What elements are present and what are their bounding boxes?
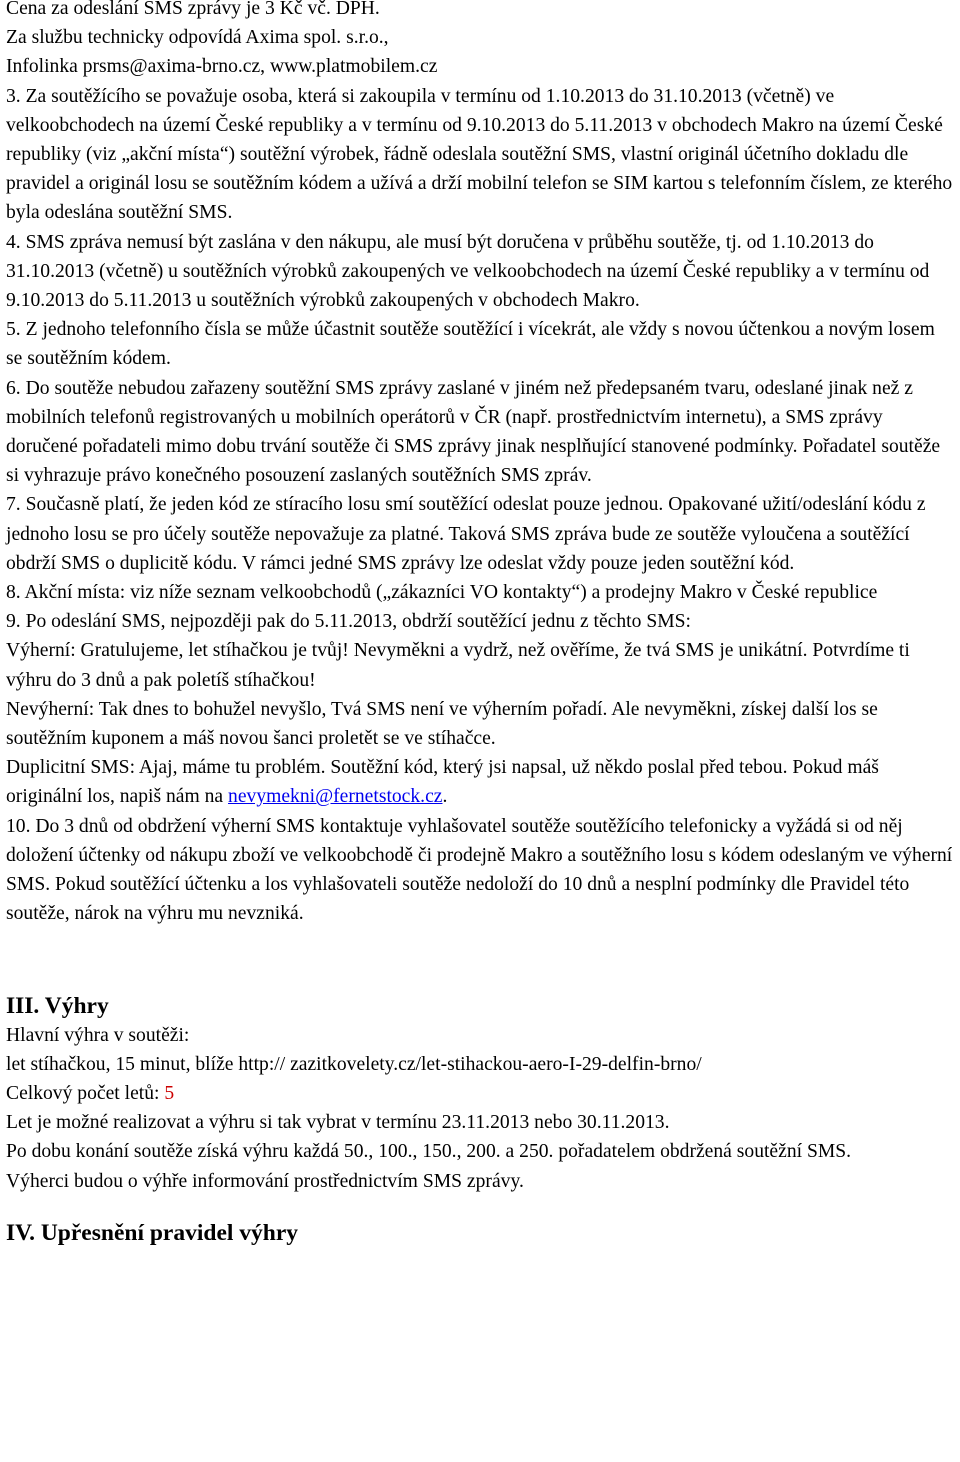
intro-price: Cena za odeslání SMS zprávy je 3 Kč vč. DPH. <box>6 0 380 19</box>
intro-provider: Za službu technicky odpovídá Axima spol. s.r.o., <box>6 27 389 49</box>
prize-realization: Let je možné realizovat a výhru si tak vybrat v termínu 23.11.2013 nebo 30.11.2013. <box>6 1112 670 1134</box>
rule-8: 8. Akční místa: viz níže seznam velkoobchodů („zákazníci VO kontakty“) a prodejny Makro v České republice <box>6 582 878 604</box>
duplicate-sms-text: Duplicitní SMS: Ajaj, máme tu problém. Soutěžní kód, který jsi napsal, už někdo poslal před tebou. Pokud máš originální los, napiš nám na <box>6 757 879 808</box>
main-prize-label: Hlavní výhra v soutěži: <box>6 1024 190 1046</box>
intro-contact: Infolinka prsms@axima-brno.cz, www.platmobilem.cz <box>6 56 438 78</box>
rule-5: 5. Z jednoho telefonního čísla se může účastnit soutěže soutěžící i vícekrát, ale vždy s novou účtenkou a novým losem se soutěžním kódem. <box>6 319 935 370</box>
section-prizes-heading: III. Výhry <box>6 992 109 1019</box>
spacer <box>6 929 954 991</box>
rule-9-lose-sms: Nevýherní: Tak dnes to bohužel nevyšlo, Tvá SMS není ve výherním pořadí. Ale nevyměkni, získej další los se soutěžním kuponem a máš novou šanci proletět se ve stíhačce. <box>6 698 878 750</box>
rule-3: 3. Za soutěžícího se považuje osoba, která si zakoupila v termínu od 1.10.2013 do 31.10.2013 (včetně) ve velkoobchodech na území České republiky a v termínu od 9.10.2013 do 5.11.2013 v obchodech Makro na území České republiky (viz „akční místa“) soutěžní výrobek, řádně odeslala soutěžní SMS, vlastní originál účetního dokladu dle pravidel a originál losu se soutěžním kódem a užívá a drží mobilní telefon se SIM kartou s telefonním číslem, ze kterého byla odeslána soutěžní SMS. <box>6 85 953 224</box>
rule-9-duplicate-sms <box>6 753 954 811</box>
flight-count <box>6 1079 954 1108</box>
prize-winners-rule: Po dobu konání soutěže získá výhru každá 50., 100., 150., 200. a 250. pořadatelem obdržená soutěžní SMS. <box>6 1141 852 1163</box>
spacer <box>6 1196 954 1218</box>
section-rules-heading: IV. Upřesnění pravidel výhry <box>6 1219 299 1246</box>
rule-6: 6. Do soutěže nebudou zařazeny soutěžní SMS zprávy zaslané v jiném než předepsaném tvaru, odeslané jinak než z mobilních telefonů registrovaných u mobilních operátorů v ČR (např. prostřednictvím internetu), a SMS zprávy doručené pořadateli mimo dobu trvání soutěže či SMS zprávy jinak nesplňující stanovené podmínky. Pořadatel soutěže si vyhrazuje právo konečného posouzení zaslaných soutěžních SMS zpráv. <box>6 377 941 487</box>
rule-9-win-sms: Výherní: Gratulujeme, let stíhačkou je tvůj! Nevyměkni a vydrž, než ověříme, že tvá SMS je unikátní. Potvrdíme ti výhru do 3 dnů a pak poletíš stíhačkou! <box>6 640 910 691</box>
rule-4: 4. SMS zpráva nemusí být zaslána v den nákupu, ale musí být doručena v průběhu soutěže, tj. od 1.10.2013 do 31.10.2013 (včetně) u soutěžních výrobků zakoupených ve velkoobchodech na území České republiky a v termínu od 9.10.2013 do 5.11.2013 u soutěžních výrobků zakoupených v obchodech Makro. <box>6 231 930 312</box>
rule-10: 10. Do 3 dnů od obdržení výherní SMS kontaktuje vyhlašovatel soutěže soutěžícího telefonicky a vyžádá si od něj doložení účtenky od nákupu zboží ve velkoobchodě či prodejně Makro a soutěžního losu s kódem odeslaným ve výherní SMS. Pokud soutěžící účtenku a los vyhlašovateli soutěže nedoloží do 10 dnů a nesplní podmínky dle Pravidel této soutěže, nárok na výhru mu nevzniká. <box>6 815 953 925</box>
rule-9: 9. Po odeslání SMS, nejpozději pak do 5.11.2013, obdrží soutěžící jednu z těchto SMS: <box>6 611 691 633</box>
flight-count-label: Celkový počet letů: <box>6 1082 165 1104</box>
prize-notification: Výherci budou o výhře informování prostřednictvím SMS zprávy. <box>6 1170 524 1192</box>
flight-count-value: 5 <box>164 1082 175 1104</box>
rule-7: 7. Současně platí, že jeden kód ze stíracího losu smí soutěžící odeslat pouze jednou. Opakované užití/odeslání kódu z jednoho losu se pro účely soutěže nepovažuje za platné. Taková SMS zpráva bude ze soutěže vyloučena a soutěžící obdrží SMS o duplicitě kódu. V rámci jedné SMS zprávy lze odeslat vždy pouze jeden soutěžní kód. <box>6 494 926 574</box>
main-prize-value: let stíhačkou, 15 minut, blíže http:// zazitkovelety.cz/let-stihackou-aero-I-29-delfin-brno/ <box>6 1053 702 1075</box>
contact-email-link[interactable]: nevymekni@fernetstock.cz <box>228 786 443 808</box>
duplicate-sms-end: . <box>442 786 448 808</box>
